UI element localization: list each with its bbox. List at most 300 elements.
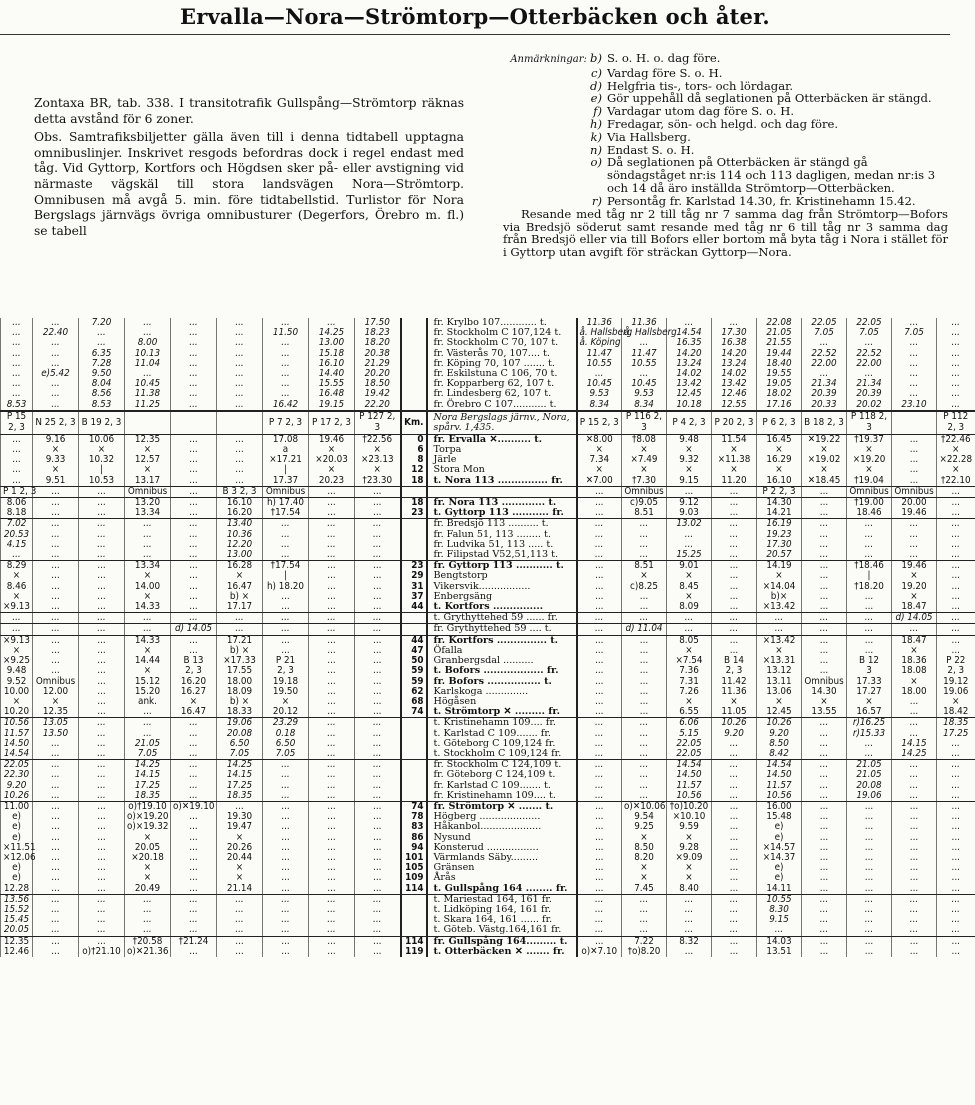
time-cell: ×: [712, 697, 757, 707]
time-cell: ...: [171, 822, 217, 832]
time-cell: P 17 2, 3: [309, 411, 355, 435]
station-cell: t. Mariestad 164, 161 fr.: [427, 894, 577, 905]
remark-text: Fredagar, sön- och helgd. och dag före.: [607, 116, 839, 131]
time-cell: ...: [355, 646, 401, 656]
timetable-row: [1, 791, 975, 802]
time-cell: ...: [263, 843, 309, 853]
station-cell: fr. Stockholm C 124,109 t.: [427, 760, 577, 771]
time-cell: 16.42: [263, 400, 309, 411]
time-cell: ...: [355, 884, 401, 895]
time-cell: ...: [802, 729, 847, 739]
time-cell: ...: [309, 843, 355, 853]
km-cell: 44: [401, 635, 427, 646]
time-cell: ×: [667, 592, 712, 602]
time-cell: ×: [757, 571, 802, 581]
time-cell: ...: [33, 770, 79, 780]
time-cell: 12.20: [217, 540, 263, 550]
time-cell: ×: [667, 863, 712, 873]
time-cell: ×: [667, 833, 712, 843]
time-cell: †23.30: [355, 476, 401, 487]
time-cell: ...: [263, 770, 309, 780]
time-cell: ×14.37: [757, 853, 802, 863]
km-cell: 31: [401, 582, 427, 592]
time-cell: ...: [892, 624, 937, 635]
time-cell: ...: [309, 561, 355, 572]
time-cell: ...: [33, 666, 79, 676]
time-cell: ...: [309, 592, 355, 602]
time-cell: 17.25: [125, 781, 171, 791]
time-cell: 22.05: [667, 749, 712, 760]
time-cell: ...: [667, 530, 712, 540]
time-cell: ...: [802, 873, 847, 883]
time-cell: ...: [577, 550, 622, 561]
time-cell: 13.24: [667, 359, 712, 369]
time-cell: 13.56: [1, 894, 33, 905]
time-cell: ×: [125, 571, 171, 581]
time-cell: ...: [33, 873, 79, 883]
time-cell: 10.13: [125, 349, 171, 359]
time-cell: ...: [802, 936, 847, 947]
time-cell: r)15.33: [847, 729, 892, 739]
time-cell: ...: [355, 853, 401, 863]
time-cell: ...: [217, 318, 263, 328]
time-cell: ×10.10: [667, 812, 712, 822]
time-cell: ...: [937, 925, 975, 936]
time-cell: ...: [355, 947, 401, 957]
time-cell: 3: [847, 666, 892, 676]
time-cell: 12.57: [125, 455, 171, 465]
time-cell: ...: [33, 936, 79, 947]
time-cell: 9.48: [667, 434, 712, 445]
time-cell: 7.05: [125, 749, 171, 760]
time-cell: 21.05: [757, 328, 802, 338]
time-cell: ...: [79, 853, 125, 863]
station-cell: fr. Kristinehamn 109.... t.: [427, 791, 577, 802]
time-cell: 20.23: [309, 476, 355, 487]
time-cell: ×9.25: [1, 656, 33, 666]
time-cell: 14.25: [217, 760, 263, 771]
time-cell: 17.16: [757, 400, 802, 411]
station-cell: Värmlands Säby.........: [427, 853, 577, 863]
time-cell: ...: [892, 359, 937, 369]
time-cell: ...: [79, 812, 125, 822]
time-cell: ...: [892, 318, 937, 328]
time-cell: ...: [847, 613, 892, 624]
time-cell: 19.12: [937, 677, 975, 687]
timetable-row: [1, 925, 975, 936]
time-cell: 11.47: [577, 349, 622, 359]
time-cell: †18.46: [847, 561, 892, 572]
time-cell: b) ×: [217, 646, 263, 656]
time-cell: B 18 2, 3: [802, 411, 847, 435]
time-cell: ...: [712, 760, 757, 771]
time-cell: 8.04: [79, 379, 125, 389]
time-cell: 9.25: [622, 822, 667, 832]
time-cell: ...: [309, 739, 355, 749]
time-cell: ×: [892, 592, 937, 602]
time-cell: ...: [217, 465, 263, 475]
time-cell: ...: [309, 894, 355, 905]
time-cell: 9.32: [667, 455, 712, 465]
time-cell: ...: [217, 349, 263, 359]
time-cell: ...: [355, 498, 401, 509]
station-cell: fr. Kopparberg 62, 107 t.: [427, 379, 577, 389]
time-cell: ...: [263, 936, 309, 947]
time-cell: 14.20: [667, 349, 712, 359]
time-cell: ...: [577, 624, 622, 635]
time-cell: ...: [355, 635, 401, 646]
time-cell: ...: [622, 656, 667, 666]
time-cell: ...: [577, 707, 622, 718]
time-cell: 17.37: [263, 476, 309, 487]
time-cell: ...: [892, 822, 937, 832]
time-cell: ...: [802, 613, 847, 624]
time-cell: ...: [33, 863, 79, 873]
time-cell: ...: [577, 613, 622, 624]
time-cell: 8.51: [622, 561, 667, 572]
station-cell: Högberg ....................: [427, 812, 577, 822]
station-cell: fr. Karlstad C 109....... t.: [427, 781, 577, 791]
time-cell: [217, 411, 263, 435]
time-cell: ...: [802, 624, 847, 635]
remark-item: [503, 118, 948, 131]
time-cell: ...: [33, 760, 79, 771]
time-cell: 16.29: [757, 455, 802, 465]
time-cell: ...: [712, 739, 757, 749]
km-cell: [401, 550, 427, 561]
time-cell: 15.52: [1, 905, 33, 915]
time-cell: ...: [577, 369, 622, 379]
time-cell: ...: [712, 571, 757, 581]
time-cell: ...: [802, 582, 847, 592]
time-cell: ...: [802, 508, 847, 519]
time-cell: 16.10: [217, 498, 263, 509]
time-cell: ...: [712, 791, 757, 802]
time-cell: ...: [577, 822, 622, 832]
time-cell: ...: [79, 540, 125, 550]
time-cell: 20.08: [847, 781, 892, 791]
time-cell: ...: [712, 540, 757, 550]
time-cell: ...: [263, 801, 309, 812]
time-cell: 6.06: [667, 718, 712, 729]
time-cell: ×7.49: [622, 455, 667, 465]
time-cell: e): [1, 873, 33, 883]
time-cell: ...: [802, 550, 847, 561]
time-cell: ×: [847, 445, 892, 455]
station-cell: fr. Örebro C 107........... t.: [427, 400, 577, 411]
remark-text: S. o. H. o. dag före.: [607, 51, 721, 65]
km-cell: 29: [401, 571, 427, 581]
time-cell: 11.36: [577, 318, 622, 328]
time-cell: ...: [309, 602, 355, 613]
time-cell: ...: [1, 550, 33, 561]
time-cell: 22.08: [757, 318, 802, 328]
time-cell: ...: [667, 624, 712, 635]
time-cell: ...: [1, 445, 33, 455]
time-cell: 12.28: [1, 884, 33, 895]
time-cell: 13.55: [802, 707, 847, 718]
time-cell: ...: [802, 770, 847, 780]
time-cell: 8.29: [1, 561, 33, 572]
time-cell: 8.56: [79, 389, 125, 399]
time-cell: ×9.13: [1, 602, 33, 613]
time-cell: ...: [667, 318, 712, 328]
time-cell: ...: [79, 791, 125, 802]
time-cell: ...: [937, 905, 975, 915]
time-cell: ...: [937, 936, 975, 947]
time-cell: ...: [33, 400, 79, 411]
time-cell: ...: [33, 582, 79, 592]
time-cell: 14.15: [125, 770, 171, 780]
time-cell: 10.26: [712, 718, 757, 729]
time-cell: ...: [263, 925, 309, 936]
time-cell: ...: [309, 486, 355, 497]
remarks-heading: Anmärkningar:: [510, 54, 591, 65]
time-cell: ...: [355, 530, 401, 540]
time-cell: 18.35: [125, 791, 171, 802]
time-cell: ...: [33, 843, 79, 853]
time-cell: ...: [847, 884, 892, 895]
time-cell: 20.26: [217, 843, 263, 853]
time-cell: ...: [577, 863, 622, 873]
time-cell: ...: [33, 486, 79, 497]
time-cell: ...: [712, 812, 757, 822]
time-cell: ...: [712, 894, 757, 905]
time-cell: e)5.42: [33, 369, 79, 379]
time-cell: ...: [79, 718, 125, 729]
time-cell: ×: [355, 445, 401, 455]
time-cell: ...: [171, 781, 217, 791]
time-cell: ...: [892, 369, 937, 379]
time-cell: 18.02: [757, 389, 802, 399]
time-cell: ...: [79, 602, 125, 613]
time-cell: 23.10: [892, 400, 937, 411]
time-cell: ...: [622, 635, 667, 646]
time-cell: ...: [937, 338, 975, 348]
time-cell: ×: [667, 873, 712, 883]
time-cell: ...: [217, 476, 263, 487]
time-cell: ...: [937, 349, 975, 359]
time-cell: ...: [892, 476, 937, 487]
time-cell: ...: [263, 602, 309, 613]
km-cell: [401, 379, 427, 389]
station-cell: fr. Ervalla ✕.......... t.: [427, 434, 577, 445]
time-cell: 12.55: [712, 400, 757, 411]
time-cell: ...: [355, 571, 401, 581]
time-cell: 8.53: [1, 400, 33, 411]
time-cell: 7.05: [263, 749, 309, 760]
station-cell: fr. Stockholm C 70, 107 t.: [427, 338, 577, 348]
km-cell: 109: [401, 873, 427, 883]
time-cell: ...: [937, 519, 975, 530]
time-cell: ...: [33, 739, 79, 749]
time-cell: 16.47: [171, 707, 217, 718]
time-cell: P 7 2, 3: [263, 411, 309, 435]
time-cell: ...: [622, 729, 667, 739]
time-cell: ...: [79, 760, 125, 771]
time-cell: ...: [355, 602, 401, 613]
station-cell: Stora Mon: [427, 465, 577, 475]
time-cell: ...: [802, 602, 847, 613]
time-cell: ...: [79, 801, 125, 812]
time-cell: ×17.33: [217, 656, 263, 666]
time-cell: ...: [892, 445, 937, 455]
station-cell: t. Gullspång 164 ........ fr.: [427, 884, 577, 895]
time-cell: 22.05: [802, 318, 847, 328]
time-cell: ...: [577, 853, 622, 863]
time-cell: ...: [577, 925, 622, 936]
time-cell: 9.50: [79, 369, 125, 379]
station-cell: t. Strömtorp ✕ ......... fr.: [427, 707, 577, 718]
time-cell: ×: [355, 465, 401, 475]
time-cell: 8.34: [577, 400, 622, 411]
remark-text: Vardagar utom dag före S. o. H.: [607, 104, 795, 119]
time-cell: 10.55: [622, 359, 667, 369]
time-cell: ...: [355, 915, 401, 925]
time-cell: ...: [171, 498, 217, 509]
timetable-row: [1, 508, 975, 519]
time-cell: ...: [309, 582, 355, 592]
time-cell: ...: [892, 905, 937, 915]
time-cell: †o)10.20: [667, 801, 712, 812]
time-cell: 21.05: [125, 739, 171, 749]
time-cell: ...: [33, 905, 79, 915]
time-cell: e): [1, 812, 33, 822]
time-cell: ...: [847, 519, 892, 530]
time-cell: 12.35: [33, 707, 79, 718]
time-cell: ...: [355, 519, 401, 530]
time-cell: 16.38: [712, 338, 757, 348]
time-cell: P 1 2, 3: [1, 486, 33, 497]
station-cell: fr. Gullspång 164......... t.: [427, 936, 577, 947]
time-cell: ...: [125, 318, 171, 328]
time-cell: ...: [217, 434, 263, 445]
time-cell: ...: [937, 540, 975, 550]
time-cell: ...: [802, 646, 847, 656]
time-cell: ...: [847, 624, 892, 635]
remark-text: Vardag före S. o. H.: [607, 65, 723, 80]
time-cell: 21.05: [847, 760, 892, 771]
time-cell: c)9.05: [622, 498, 667, 509]
time-cell: ...: [937, 498, 975, 509]
time-cell: ...: [892, 791, 937, 802]
time-cell: 10.56: [1, 718, 33, 729]
time-cell: ...: [79, 873, 125, 883]
time-cell: 17.08: [263, 434, 309, 445]
time-cell: ...: [937, 801, 975, 812]
time-cell: ...: [263, 833, 309, 843]
time-cell: ...: [1, 328, 33, 338]
station-cell: fr. Köping 70, 107 ....... t.: [427, 359, 577, 369]
time-cell: ...: [263, 822, 309, 832]
time-cell: ...: [622, 666, 667, 676]
time-cell: 13.42: [667, 379, 712, 389]
time-cell: B 19 2, 3: [79, 411, 125, 435]
time-cell: ...: [892, 760, 937, 771]
time-cell: ...: [577, 519, 622, 530]
time-cell: 12.00: [33, 687, 79, 697]
time-cell: 20.05: [125, 843, 171, 853]
time-cell: ...: [33, 656, 79, 666]
time-cell: ...: [802, 894, 847, 905]
time-cell: ...: [577, 666, 622, 676]
time-cell: ...: [577, 915, 622, 925]
time-cell: ...: [79, 707, 125, 718]
station-cell: t. Skara 164, 161 ...... fr.: [427, 915, 577, 925]
km-cell: [401, 894, 427, 905]
time-cell: ...: [937, 592, 975, 602]
time-cell: 15.18: [309, 349, 355, 359]
time-cell: ✕7.00: [577, 476, 622, 487]
time-cell: ×: [577, 445, 622, 455]
time-cell: 9.53: [577, 389, 622, 399]
time-cell: ...: [892, 379, 937, 389]
time-cell: ...: [171, 318, 217, 328]
time-cell: ...: [171, 389, 217, 399]
time-cell: 9.28: [667, 843, 712, 853]
time-cell: ...: [79, 749, 125, 760]
time-cell: ...: [577, 530, 622, 540]
time-cell: ...: [757, 613, 802, 624]
time-cell: ...: [79, 508, 125, 519]
time-cell: ×: [33, 697, 79, 707]
time-cell: ×19.02: [802, 455, 847, 465]
time-cell: ...: [171, 379, 217, 389]
time-cell: 9.59: [667, 822, 712, 832]
time-cell: ...: [802, 884, 847, 895]
time-cell: ...: [802, 530, 847, 540]
time-cell: ...: [33, 925, 79, 936]
time-cell: 16.45: [757, 434, 802, 445]
time-cell: ×11.38: [712, 455, 757, 465]
time-cell: ...: [892, 349, 937, 359]
time-cell: ...: [937, 530, 975, 540]
time-cell: e): [1, 822, 33, 832]
time-cell: 11.36: [622, 318, 667, 328]
time-cell: ...: [892, 915, 937, 925]
time-cell: ...: [309, 519, 355, 530]
station-cell: t. Kristinehamn 109.... fr.: [427, 718, 577, 729]
time-cell: ...: [355, 791, 401, 802]
time-cell: ...: [171, 760, 217, 771]
time-cell: 9.48: [1, 666, 33, 676]
time-cell: ...: [171, 434, 217, 445]
time-cell: ...: [622, 791, 667, 802]
time-cell: ...: [622, 718, 667, 729]
time-cell: ...: [309, 812, 355, 822]
time-cell: 17.17: [217, 602, 263, 613]
time-cell: ...: [757, 925, 802, 936]
time-cell: ...: [802, 781, 847, 791]
time-cell: 7.26: [667, 687, 712, 697]
remark-text: Persontåg fr. Karlstad 14.30, fr. Kristinehamn 15.42.: [607, 193, 916, 208]
station-cell: fr. Västerås 70, 107.... t.: [427, 349, 577, 359]
time-cell: ...: [802, 571, 847, 581]
time-cell: ...: [937, 613, 975, 624]
time-cell: ...: [847, 646, 892, 656]
time-cell: 17.27: [847, 687, 892, 697]
time-cell: 19.15: [309, 400, 355, 411]
time-cell: ×: [667, 465, 712, 475]
time-cell: ...: [802, 915, 847, 925]
time-cell: ...: [802, 739, 847, 749]
km-cell: 114: [401, 884, 427, 895]
time-cell: 7.22: [622, 936, 667, 947]
time-cell: 18.00: [892, 687, 937, 697]
time-cell: 11.00: [1, 801, 33, 812]
time-cell: ...: [125, 550, 171, 561]
time-cell: †22.10: [937, 476, 975, 487]
